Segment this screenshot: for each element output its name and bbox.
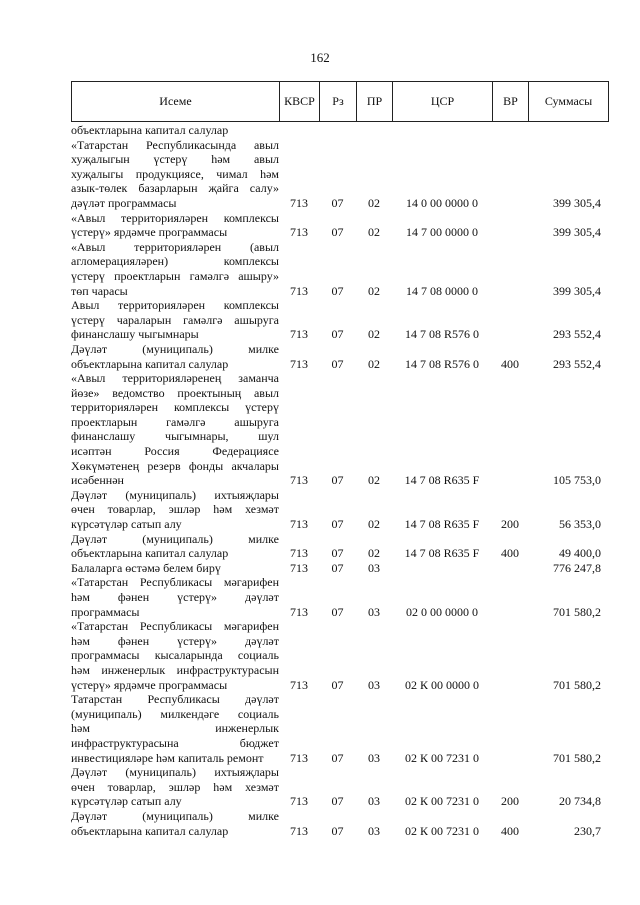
row-kvsr: 713 (290, 794, 308, 809)
table-row (71, 371, 609, 488)
row-kvsr: 713 (290, 750, 308, 765)
row-vr: 200 (501, 517, 519, 532)
row-pr: 03 (368, 604, 380, 619)
row-kvsr: 713 (290, 225, 308, 240)
row-name-line: хуҗалыгы продукциясе, чимал һәм (71, 166, 279, 181)
row-name-line: күрсәтүләр сатып алу (71, 517, 182, 532)
row-csr: 14 0 00 0000 0 (406, 195, 478, 210)
row-name-line: азык-төлек базарларын җайга салу» (71, 181, 279, 196)
row-vr: 400 (501, 546, 519, 561)
row-name-line: проектларын гамәлгә ашыруга (71, 414, 279, 429)
row-sum: 56 353,0 (559, 517, 601, 532)
row-name-line: һәм инженерлык инфраструктурасын (71, 662, 279, 677)
row-rz: 07 (331, 473, 344, 488)
row-rz: 07 (331, 546, 344, 561)
row-rz: 07 (331, 195, 344, 210)
row-sum: 701 580,2 (553, 604, 601, 619)
row-vr: 400 (501, 356, 519, 371)
row-name-line: Авыл территорияләрен комплексы (71, 298, 279, 313)
row-name-line: Дәүләт (муниципаль) милке (71, 531, 279, 546)
row-rz: 07 (331, 677, 344, 692)
row-csr: 02 0 00 0000 0 (406, 604, 478, 619)
row-name-line: һәм фәнен үстерү» дәүләт (71, 633, 279, 648)
row-rz: 07 (331, 225, 344, 240)
row-name-line: исәптән Россия Федерациясе (71, 444, 279, 459)
header-pr: ПР (357, 82, 393, 121)
row-kvsr: 713 (290, 327, 308, 342)
row-rz: 07 (331, 750, 344, 765)
row-name-line: «Авыл территорияләрен (авыл (71, 239, 279, 254)
row-pr: 03 (368, 794, 380, 809)
row-kvsr: 713 (290, 604, 308, 619)
row-name-line: Дәүләт (муниципаль) милке (71, 808, 279, 823)
row-name (71, 342, 279, 371)
row-sum: 20 734,8 (559, 794, 601, 809)
page-number: 162 (310, 50, 330, 65)
row-name-line: Дәүләт (муниципаль) милке (71, 341, 279, 356)
row-kvsr: 713 (290, 283, 308, 298)
header-sum: Суммасы (544, 94, 593, 108)
header-name: Исеме (72, 82, 280, 121)
row-pr: 02 (368, 327, 380, 342)
row-sum: 49 400,0 (559, 546, 601, 561)
table-header (71, 81, 609, 122)
row-name-line: инвестицияләре һәм капиталь ремонт (71, 750, 264, 765)
row-pr: 02 (368, 356, 380, 371)
row-name-line: Дәүләт (муниципаль) ихтыяҗлары (71, 487, 279, 502)
row-csr: 14 7 08 R635 F (404, 473, 480, 488)
row-kvsr: 713 (290, 560, 308, 575)
row-name-line: финанслашу чыгымнары, шул (71, 429, 279, 444)
row-name-line: һәм инженерлык (71, 721, 279, 736)
row-name-line: программасы (71, 604, 140, 619)
row-rz: 07 (331, 356, 344, 371)
row-name-line: программасы кысаларында социаль (71, 648, 279, 663)
row-csr: 14 7 08 0000 0 (406, 283, 478, 298)
header-csr: ЦСР (393, 82, 493, 121)
row-name-line: үстерү чараларын гамәлгә ашыруга (71, 312, 279, 327)
row-csr: 14 7 08 R576 0 (404, 327, 479, 342)
row-csr: 02 К 00 7231 0 (404, 823, 479, 838)
row-name-line: хуҗалыгын үстерү һәм авыл (71, 152, 279, 167)
row-pr: 03 (368, 750, 380, 765)
table-row (71, 211, 609, 240)
row-name-line: территорияләрен комплексы үстерү (71, 400, 279, 415)
row-sum: 293 552,4 (553, 327, 601, 342)
row-name-line: «Татарстан Республикасында авыл (71, 137, 279, 152)
row-name (71, 692, 279, 765)
row-rz: 07 (331, 560, 344, 575)
row-name (71, 561, 279, 576)
row-sum: 701 580,2 (553, 750, 601, 765)
row-name-line: исәбеннән (71, 473, 124, 488)
row-name-line: объектларына капитал салулар (71, 123, 229, 137)
row-pr: 02 (368, 283, 380, 298)
row-rz: 07 (331, 327, 344, 342)
row-rz: 07 (331, 283, 344, 298)
row-name-line: объектларына капитал салулар (71, 356, 229, 371)
row-rz: 07 (331, 604, 344, 619)
row-name-line: дәүләт программасы (71, 195, 177, 210)
row-sum: 701 580,2 (553, 677, 601, 692)
row-name-line: төп чарасы (71, 283, 128, 298)
row-name-line: инфраструктурасына бюджет (71, 735, 279, 750)
table-row (71, 123, 609, 138)
row-pr: 02 (368, 473, 380, 488)
row-name (71, 371, 279, 488)
row-rz: 07 (331, 794, 344, 809)
row-name-line: өчен товарлар, эшләр һәм хезмәт (71, 779, 279, 794)
row-name-line: (муниципаль) милкендәге социаль (71, 706, 279, 721)
row-name-line: өчен товарлар, эшләр һәм хезмәт (71, 502, 279, 517)
row-name (71, 488, 279, 532)
row-kvsr: 713 (290, 517, 308, 532)
row-kvsr: 713 (290, 356, 308, 371)
row-name-line: күрсәтүләр сатып алу (71, 794, 182, 809)
row-pr: 02 (368, 225, 380, 240)
row-name (71, 298, 279, 342)
row-name-line: «Авыл территорияләренең заманча (71, 371, 279, 386)
row-name-line: йөзе» ведомство проектының авыл (71, 385, 279, 400)
table-row (71, 138, 609, 211)
row-name (71, 765, 279, 809)
row-name-line: «Татарстан Республикасы мәгарифен (71, 619, 279, 634)
table-body (71, 123, 609, 838)
table-row (71, 561, 609, 576)
header-kvsr: КВСР (280, 82, 320, 121)
row-kvsr: 713 (290, 195, 308, 210)
row-name (71, 575, 279, 619)
table-row (71, 809, 609, 838)
row-name (71, 240, 279, 298)
row-name (71, 211, 279, 240)
row-csr: 14 7 08 R576 0 (404, 356, 479, 371)
table-row (71, 298, 609, 342)
row-name-line: Хөкүмәтенең резерв фонды акчалары (71, 458, 279, 473)
row-pr: 02 (368, 195, 380, 210)
table-row (71, 342, 609, 371)
row-csr: 14 7 08 R635 F (404, 517, 480, 532)
table-row (71, 765, 609, 809)
row-csr: 02 К 00 7231 0 (404, 794, 479, 809)
row-name-line: үстерү» ярдәмче программасы (71, 225, 228, 240)
table-row (71, 488, 609, 532)
row-rz: 07 (331, 823, 344, 838)
row-vr: 200 (501, 794, 519, 809)
row-name-line: һәм фәнен үстерү» дәүләт (71, 590, 279, 604)
row-kvsr: 713 (290, 546, 308, 561)
table-row (71, 692, 609, 765)
row-pr: 03 (368, 560, 380, 575)
row-name-line: объектларына капитал салулар (71, 546, 229, 561)
header-vr: ВР (493, 82, 529, 121)
row-name (71, 123, 279, 138)
row-vr: 400 (501, 823, 519, 838)
row-name-line: агломерацияләрен) комплексы (71, 254, 279, 269)
row-sum: 399 305,4 (553, 195, 601, 210)
table-row (71, 532, 609, 561)
row-name (71, 619, 279, 692)
row-sum: 399 305,4 (553, 283, 601, 298)
row-csr: 14 7 08 R635 F (404, 546, 480, 561)
table-row (71, 575, 609, 619)
row-name-line: Татарстан Республикасы дәүләт (71, 692, 279, 707)
row-name (71, 809, 279, 838)
row-sum: 399 305,4 (553, 225, 601, 240)
row-pr: 03 (368, 677, 380, 692)
row-name (71, 532, 279, 561)
row-sum: 293 552,4 (553, 356, 601, 371)
row-name-line: Дәүләт (муниципаль) ихтыяҗлары (71, 765, 279, 780)
row-name-line: Балаларга өстәмә белем бирү (71, 560, 221, 575)
row-name (71, 138, 279, 211)
row-csr: 02 К 00 0000 0 (404, 677, 479, 692)
row-kvsr: 713 (290, 473, 308, 488)
table-row (71, 619, 609, 692)
row-csr: 14 7 00 0000 0 (406, 225, 478, 240)
row-rz: 07 (331, 517, 344, 532)
row-name-line: үстерү проектларын гамәлгә ашыру» (71, 268, 279, 283)
row-name-line: объектларына капитал салулар (71, 823, 229, 838)
row-name-line: үстерү» ярдәмче программасы (71, 677, 228, 692)
row-csr: 02 К 00 7231 0 (404, 750, 479, 765)
table-row (71, 240, 609, 298)
row-kvsr: 713 (290, 677, 308, 692)
header-rz: Рз (320, 82, 357, 121)
row-name-line: финанслашу чыгымнары (71, 327, 199, 342)
row-name-line: «Татарстан Республикасы мәгарифен (71, 575, 279, 590)
row-name-line: «Авыл территорияләрен комплексы (71, 210, 279, 225)
row-pr: 02 (368, 517, 380, 532)
row-sum: 105 753,0 (553, 473, 601, 488)
row-sum: 230,7 (574, 823, 601, 838)
row-sum: 776 247,8 (553, 560, 601, 575)
row-kvsr: 713 (290, 823, 308, 838)
row-pr: 02 (368, 546, 380, 561)
row-pr: 03 (368, 823, 380, 838)
